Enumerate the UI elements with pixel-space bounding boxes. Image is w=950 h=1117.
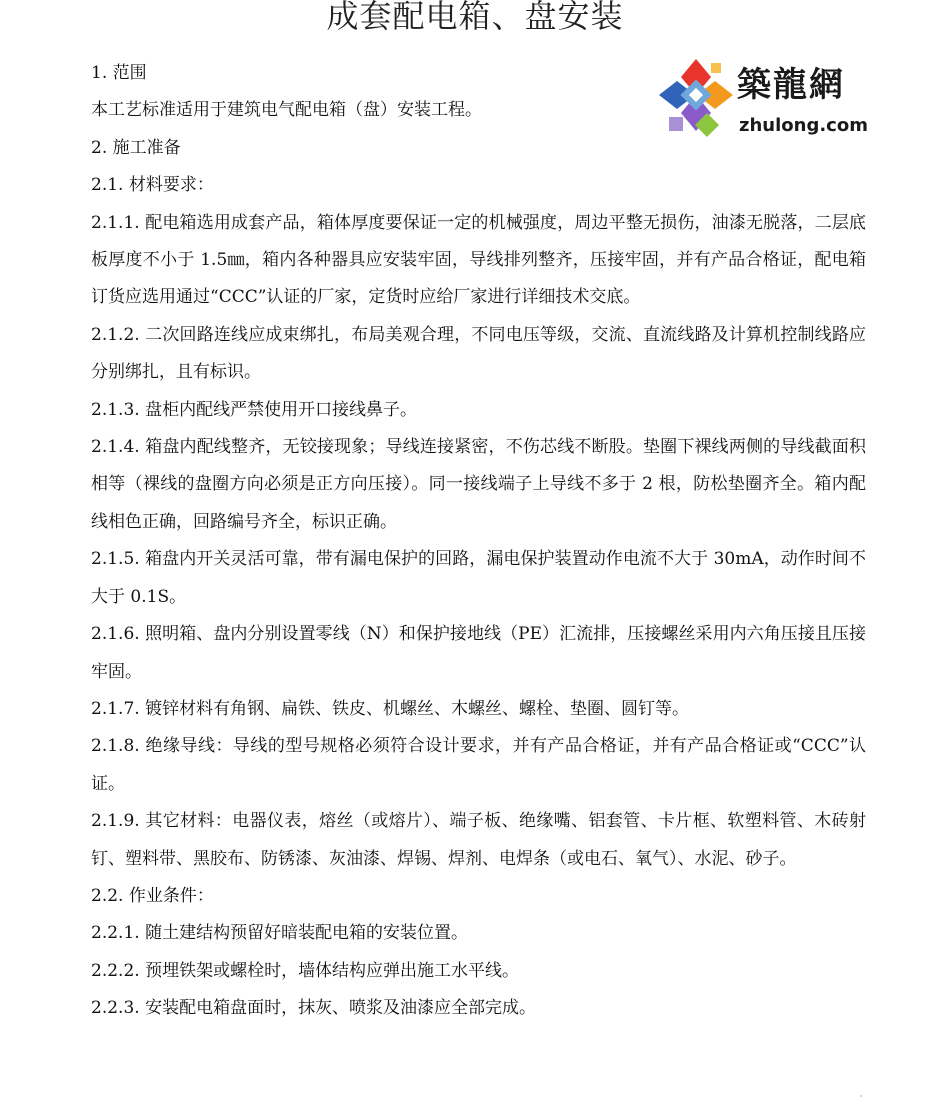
document-title: 成套配电箱、盘安装 bbox=[326, 0, 624, 35]
clause-2-1-6: 2.1.6. 照明箱、盘内分别设置零线（N）和保护接地线（PE）汇流排，压接螺丝采用内六角压接且压接牢固。 bbox=[91, 624, 866, 682]
subsection-conditions-heading: 2.2. 作业条件： bbox=[91, 885, 214, 906]
clause-2-1-5: 2.1.5. 箱盘内开关灵活可靠，带有漏电保护的回路，漏电保护装置动作电流不大于 30mA，动作时间不大于 0.1S。 bbox=[91, 549, 866, 607]
clause-2-2-2: 2.2.2. 预埋铁架或螺栓时，墙体结构应弹出施工水平线。 bbox=[91, 960, 520, 981]
clause-2-1-1: 2.1.1. 配电箱选用成套产品，箱体厚度要保证一定的机械强度，周边平整无损伤，油漆无脱落，二层底板厚度不小于 1.5㎜，箱内各种器具应安装牢固，导线排列整齐，压接牢固，并有产品合格证，配电箱订货应选用通过“CCC”认证的厂家，定货时应给厂家进行详细技术交底。 bbox=[91, 212, 866, 308]
clause-2-2-3: 2.2.3. 安装配电箱盘面时，抹灰、喷浆及油漆应全部完成。 bbox=[91, 998, 537, 1019]
clause-2-2-1: 2.2.1. 随土建结构预留好暗装配电箱的安装位置。 bbox=[91, 923, 469, 944]
scope-text: 本工艺标准适用于建筑电气配电箱（盘）安装工程。 bbox=[91, 100, 482, 121]
section-preparation-heading: 2. 施工准备 bbox=[91, 137, 181, 158]
document-body bbox=[91, 55, 866, 1028]
clause-2-1-8: 2.1.8. 绝缘导线：导线的型号规格必须符合设计要求，并有产品合格证，并有产品合格证或“CCC”认证。 bbox=[91, 736, 866, 794]
subsection-materials-heading: 2.1. 材料要求： bbox=[91, 175, 214, 196]
clause-2-1-9: 2.1.9. 其它材料：电器仪表，熔丝（或熔片）、端子板、绝缘嘴、铝套管、卡片框、软塑料管、木砖射钉、塑料带、黑胶布、防锈漆、灰油漆、焊锡、焊剂、电焊条（或电石、氧气）、水泥、砂子。 bbox=[91, 811, 866, 869]
logo-chinese-name: 築龍網 bbox=[737, 65, 845, 105]
page-corner-mark: ' bbox=[860, 1094, 863, 1103]
section-scope-heading: 1. 范围 bbox=[91, 63, 147, 83]
clause-2-1-7: 2.1.7. 镀锌材料有角钢、扁铁、铁皮、机螺丝、木螺丝、螺栓、垫圈、圆钉等。 bbox=[91, 698, 690, 719]
clause-2-1-4: 2.1.4. 箱盘内配线整齐，无铰接现象；导线连接紧密，不伤芯线不断股。垫圈下裸线两侧的导线截面积相等（裸线的盘圈方向必须是正方向压接）。同一接线端子上导线不多于 2 根，防松垫圈齐全。箱内配线相色正确，回路编号齐全，标识正确。 bbox=[91, 437, 866, 532]
clause-2-1-2: 2.1.2. 二次回路连线应成束绑扎，布局美观合理，不同电压等级，交流、直流线路及计算机控制线路应分别绑扎，且有标识。 bbox=[91, 324, 866, 383]
clause-2-1-3: 2.1.3. 盘柜内配线严禁使用开口接线鼻子。 bbox=[91, 399, 418, 420]
logo-english-name: zhulong.com bbox=[739, 115, 868, 136]
